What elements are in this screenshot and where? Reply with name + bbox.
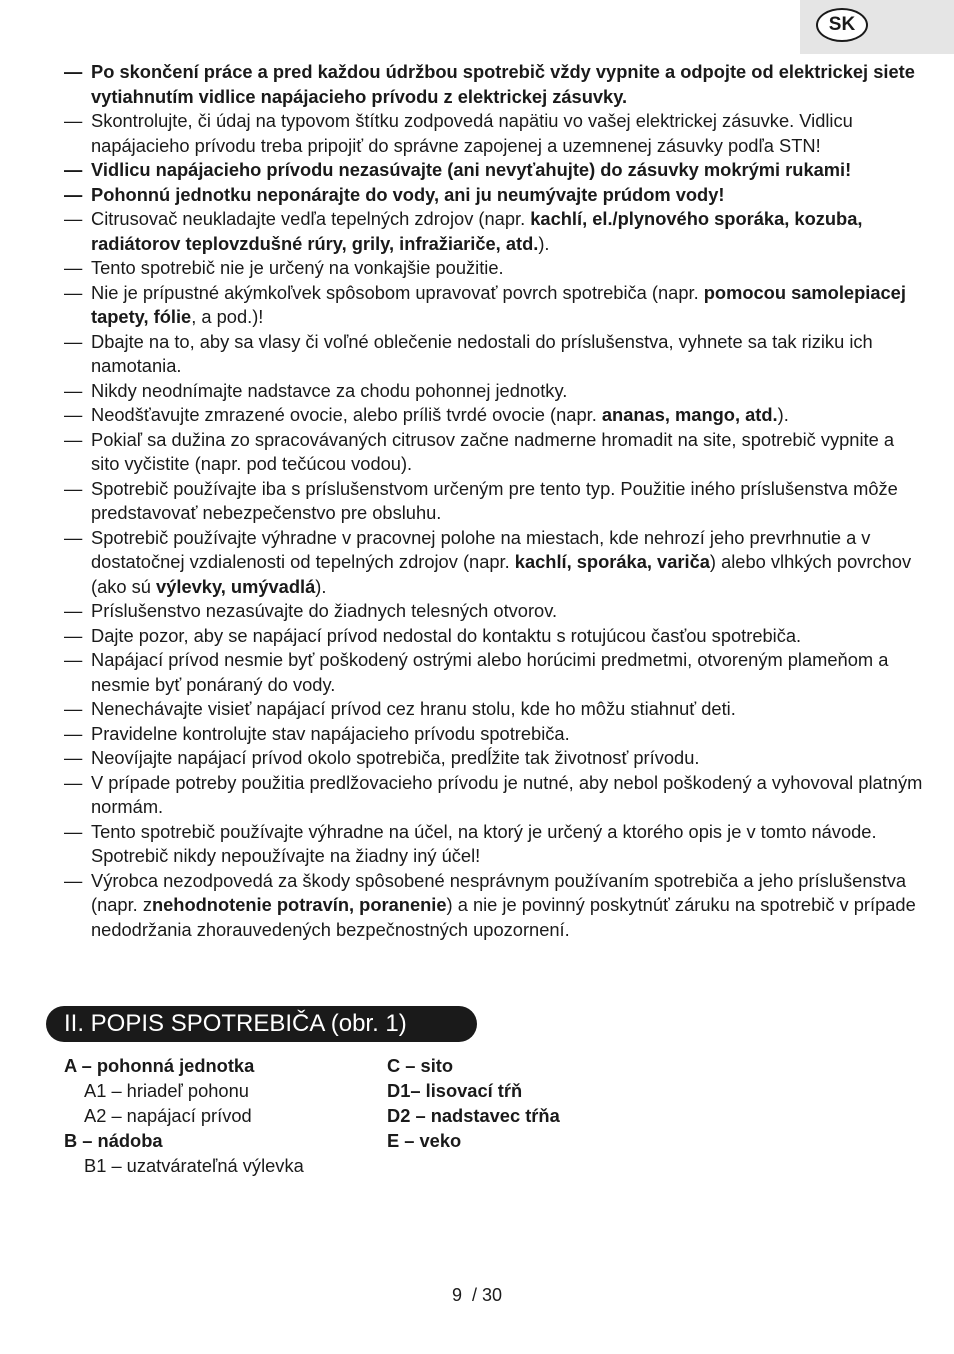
safety-item [64,599,924,624]
list-dash: — [64,526,83,548]
safety-item [64,624,924,649]
safety-item [64,820,924,869]
parts-list-left [64,1053,304,1178]
text: ). [777,404,789,425]
list-dash: — [64,649,83,670]
text: Spotrebič používajte výhradne v pracovnej polohe na miestach, kde nehrozí jeho prevrhnutie a v dostatočnej vzdialenosti od tepelných zdrojov (napr. [91,526,871,572]
list-dash: — [64,379,83,401]
text: Dbajte na to, aby sa vlasy či voľné oblečenie nedostali do príslušenstva, vyhnete sa tak riziku ich namotania. [91,330,873,376]
text: ). [315,575,327,597]
list-dash: — [64,722,83,744]
text: Skontrolujte, či údaj na typovom štítku zodpovedá napätiu vo vašej elektrickej zásuvke. Vidlicu napájacieho prívodu treba pripojiť do správne zapojenej a uzemnenej zásuvky podľa STN! [91,110,853,156]
bold-text: pomocou samolepiacej tapety, fólie [91,281,906,327]
text: Citrusovač neukladajte vedľa tepelných zdrojov (napr. [91,208,531,229]
part-main-item: D2 – nadstavec tŕňa [387,1105,560,1126]
text: , a pod.)! [191,306,264,327]
text: Neovíjajte napájací prívod okolo spotrebiča, predĺžite tak životnosť prívodu. [91,747,700,768]
section-title: II. POPIS SPOTREBIČA (obr. 1) [46,1006,477,1042]
part-main-item: E – veko [387,1130,462,1151]
page-number: 9 / 30 [451,1285,503,1305]
part-main-item: B – nádoba [64,1130,163,1151]
list-dash: — [64,330,83,352]
list-dash: — [64,820,83,842]
part-sub-item: A1 – hriadeľ pohonu [84,1080,249,1101]
text: ) alebo vlhkých povrchov (ako sú [91,551,912,597]
list-dash: — [64,477,83,499]
list-dash: — [64,110,83,131]
list-dash: — [64,404,83,425]
list-dash: — [64,771,83,793]
safety-item [64,183,924,208]
safety-item [64,60,924,109]
list-dash: — [64,183,83,205]
text: Napájací prívod nesmie byť poškodený ostrými alebo horúcimi predmetmi, otvoreným plameňom a nesmie byť ponáraný do vody. [91,649,889,695]
text: Pokiaľ sa dužina zo spracovávaných citrusov začne nadmerne hromadit na site, spotrebič vypnite a sito vyčistite (napr. pod tečúcou vodou). [91,428,895,474]
safety-item [64,869,924,943]
safety-item [64,281,924,330]
bold-text: kachlí, sporáka, variča [514,551,710,572]
text: ). [538,232,550,254]
list-dash: — [64,600,83,621]
list-dash: — [64,61,83,82]
safety-item [64,403,924,428]
bold-text: ananas, mango, atd. [601,404,778,425]
text: V prípade potreby použitia predlžovacieho prívodu je nutné, aby nebol poškodený a vyhovoval platným normám. [91,771,923,817]
list-dash: — [64,747,83,768]
text: Neodšťavujte zmrazené ovocie, alebo príliš tvrdé ovocie (napr. [91,404,602,425]
safety-item [64,207,924,256]
safety-item [64,109,924,158]
text: Nikdy neodnímajte nadstavce za chodu pohonnej jednotky. [91,379,568,401]
safety-item [64,158,924,183]
text: Spotrebič používajte iba s príslušenstvom určeným pre tento typ. Použitie iného príslušenstva môže predstavovať nebezpečenstvo pre obsluhu. [91,477,898,523]
safety-item [64,379,924,404]
parts-list-right [387,1053,560,1153]
text: Vidlicu napájacieho prívodu nezasúvajte (ani nevyťahujte) do zásuvky mokrými rukami! [91,159,852,180]
text: Tento spotrebič používajte výhradne na účel, na ktorý je určený a ktorého opis je v tomto návode. Spotrebič nikdy nepoužívajte na žiadny iný účel! [91,820,877,866]
text: Dajte pozor, aby se napájací prívod nedostal do kontaktu s rotujúcou časťou spotrebiča. [91,624,802,646]
language-badge: SK [816,8,868,42]
safety-item [64,526,924,600]
list-dash: — [64,698,83,719]
text: Tento spotrebič nie je určený na vonkajšie použitie. [91,257,504,278]
list-dash: — [64,159,83,180]
part-sub-item: A2 – napájací prívod [84,1105,252,1126]
safety-item [64,256,924,281]
text: Príslušenstvo nezasúvajte do žiadnych telesných otvorov. [91,600,558,621]
list-dash: — [64,208,83,229]
safety-item [64,428,924,477]
text: Po skončení práce a pred každou údržbou spotrebič vždy vypnite a odpojte od elektrickej siete vytiahnutím vidlice napájacieho prívodu z elektrickej zásuvky. [91,61,915,107]
text: Nenechávajte visieť napájací prívod cez hranu stolu, kde ho môžu stiahnuť deti. [91,698,736,719]
safety-item [64,330,924,379]
safety-item [64,477,924,526]
safety-item [64,771,924,820]
part-main-item: C – sito [387,1055,454,1076]
text: Výrobca nezodpovedá za škody spôsobené nesprávnym používaním spotrebiča a jeho príslušenstva (napr. z [91,869,907,915]
text: Nie je prípustné akýmkoľvek spôsobom upravovať povrch spotrebiča (napr. [91,281,704,303]
list-dash: — [64,428,83,450]
bold-text: nehodnotenie potravín, poranenie [151,894,447,915]
bold-text: výlevky, umývadlá [156,575,316,597]
list-dash: — [64,624,83,646]
text: Pohonnú jednotku neponárajte do vody, ani ju neumývajte prúdom vody! [91,183,725,205]
part-main-item: D1– lisovací tŕň [387,1080,523,1101]
list-dash: — [64,257,83,278]
safety-item [64,697,924,722]
language-tab [800,0,954,54]
list-dash: — [64,281,83,303]
safety-instructions-list [64,60,924,942]
safety-item [64,746,924,771]
text: ) a nie je povinný poskytnúť záruku na spotrebič v prípade nedodržania zhorauvedených bezpečnostných upozornení. [91,894,916,940]
part-sub-item: B1 – uzatvárateľná výlevka [84,1155,304,1176]
part-main-item: A – pohonná jednotka [64,1055,255,1076]
safety-item [64,648,924,697]
safety-item [64,722,924,747]
list-dash: — [64,869,83,891]
bold-text: kachlí, el./plynového sporáka, kozuba, radiátorov teplovzdušné rúry, grily, infražiariče, atd. [91,208,863,254]
text: Pravidelne kontrolujte stav napájacieho prívodu spotrebiča. [91,722,570,744]
